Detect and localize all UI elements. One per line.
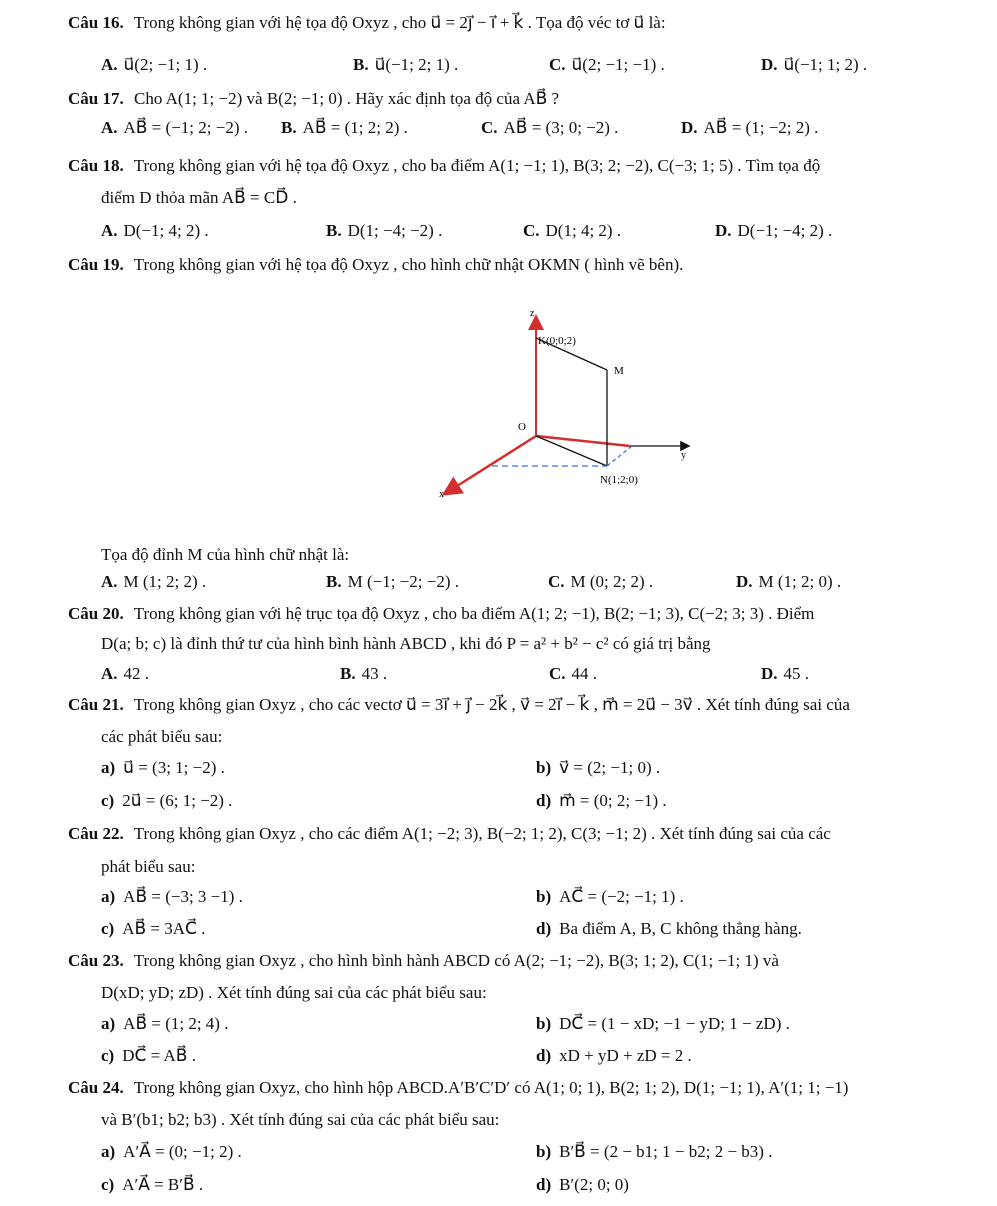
option-d[interactable]: D. u⃗(−1; 1; 2) . xyxy=(761,55,868,74)
question-text: Trong không gian với hệ tọa độ Oxyz , cho u⃗ = 2j⃗ − i⃗ + k⃗ . Tọa độ véc tơ u⃗ là: xyxy=(133,13,666,32)
options-16 xyxy=(101,55,983,79)
question-number: Câu 16. xyxy=(68,13,124,32)
statement-a[interactable]: a) AB⃗ = (−3; 3 −1) . xyxy=(101,887,243,906)
x-axis xyxy=(446,436,536,493)
question-21-text-2: các phát biểu sau: xyxy=(101,727,223,746)
question-text: Trong không gian Oxyz , cho hình bình hành ABCD có A(2; −1; −2), B(3; 1; 2), C(1; −1; 1) và xyxy=(133,951,779,970)
question-number: Câu 22. xyxy=(68,824,124,843)
question-number: Câu 19. xyxy=(68,255,124,274)
label-o: O xyxy=(518,421,526,433)
question-text: Trong không gian với hệ tọa độ Oxyz , cho ba điểm A(1; −1; 1), B(3; 2; −2), C(−3; 1; 5) . Tìm tọa độ xyxy=(133,156,821,175)
option-a[interactable]: A. D(−1; 4; 2) . xyxy=(101,221,209,240)
label-z: z xyxy=(530,308,535,319)
statement-b[interactable]: b) B′B⃗ = (2 − b1; 1 − b2; 2 − b3) . xyxy=(536,1142,773,1161)
statement-c[interactable]: c) DC⃗ = AB⃗ . xyxy=(101,1046,196,1065)
question-17 xyxy=(68,88,983,110)
question-18 xyxy=(68,155,983,177)
question-23 xyxy=(68,950,983,972)
statement-d[interactable]: d) xD + yD + zD = 2 . xyxy=(536,1046,692,1065)
projection-y xyxy=(607,446,632,466)
question-20 xyxy=(68,603,983,625)
option-b[interactable]: B. AB⃗ = (1; 2; 2) . xyxy=(281,118,408,137)
options-19 xyxy=(101,572,983,596)
question-number: Câu 23. xyxy=(68,951,124,970)
statement-a[interactable]: a) A′A⃗ = (0; −1; 2) . xyxy=(101,1142,242,1161)
options-17 xyxy=(101,118,983,142)
question-24 xyxy=(68,1077,983,1099)
question-text: Trong không gian Oxyz , cho các vectơ u⃗ = 3i⃗ + j⃗ − 2k⃗ , v⃗ = 2i⃗ − k⃗ , m⃗ = 2u⃗ − 3v⃗ . Xét tính đúng sai của xyxy=(133,695,850,714)
question-number: Câu 21. xyxy=(68,695,124,714)
statement-a[interactable]: a) u⃗ = (3; 1; −2) . xyxy=(101,758,225,777)
rectangle-okmn-figure xyxy=(420,300,710,510)
question-19 xyxy=(68,254,983,276)
option-c[interactable]: C. D(1; 4; 2) . xyxy=(523,221,622,240)
statement-b[interactable]: b) v⃗ = (2; −1; 0) . xyxy=(536,758,661,777)
label-y: y xyxy=(681,450,686,461)
statement-c[interactable]: c) AB⃗ = 3AC⃗ . xyxy=(101,919,206,938)
option-a[interactable]: A. 42 . xyxy=(101,664,150,683)
question-text: Trong không gian với hệ tọa độ Oxyz , cho hình chữ nhật OKMN ( hình vẽ bên). xyxy=(133,255,684,274)
option-b[interactable]: B. D(1; −4; −2) . xyxy=(326,221,443,240)
label-x: x xyxy=(439,489,444,500)
question-16 xyxy=(68,12,983,34)
option-d[interactable]: D. AB⃗ = (1; −2; 2) . xyxy=(681,118,819,137)
options-20 xyxy=(101,664,983,688)
label-k: K(0;0;2) xyxy=(538,335,576,347)
label-m: M xyxy=(614,365,624,377)
statement-d[interactable]: d) B′(2; 0; 0) xyxy=(536,1175,629,1194)
question-22 xyxy=(68,823,983,845)
options-18 xyxy=(101,221,983,245)
question-text: Trong không gian Oxyz , cho các điểm A(1; −2; 3), B(−2; 1; 2), C(3; −1; 2) . Xét tính đúng sai của các xyxy=(133,824,831,843)
label-n: N(1;2;0) xyxy=(600,474,638,486)
question-number: Câu 20. xyxy=(68,604,124,623)
question-number: Câu 17. xyxy=(68,89,124,108)
option-c[interactable]: C. M (0; 2; 2) . xyxy=(548,572,654,591)
option-b[interactable]: B. M (−1; −2; −2) . xyxy=(326,572,459,591)
question-22-text-2: phát biểu sau: xyxy=(101,857,196,876)
option-c[interactable]: C. 44 . xyxy=(549,664,598,683)
option-c[interactable]: C. AB⃗ = (3; 0; −2) . xyxy=(481,118,619,137)
question-20-text-2: D(a; b; c) là đỉnh thứ tư của hình bình hành ABCD , khi đó P = a² + b² − c² có giá trị bằng xyxy=(101,634,711,653)
question-number: Câu 24. xyxy=(68,1078,124,1097)
option-d[interactable]: D. D(−1; −4; 2) . xyxy=(715,221,833,240)
option-b[interactable]: B. 43 . xyxy=(340,664,388,683)
option-b[interactable]: B. u⃗(−1; 2; 1) . xyxy=(353,55,459,74)
option-c[interactable]: C. u⃗(2; −1; −1) . xyxy=(549,55,665,74)
option-d[interactable]: D. 45 . xyxy=(761,664,810,683)
statement-a[interactable]: a) AB⃗ = (1; 2; 4) . xyxy=(101,1014,229,1033)
question-24-text-2: và B′(b1; b2; b3) . Xét tính đúng sai của các phát biểu sau: xyxy=(101,1110,500,1129)
option-a[interactable]: A. u⃗(2; −1; 1) . xyxy=(101,55,208,74)
statement-c[interactable]: c) A′A⃗ = B′B⃗ . xyxy=(101,1175,204,1194)
question-number: Câu 18. xyxy=(68,156,124,175)
question-19-text-2: Tọa độ đỉnh M của hình chữ nhật là: xyxy=(101,545,350,564)
statement-c[interactable]: c) 2u⃗ = (6; 1; −2) . xyxy=(101,791,233,810)
statement-b[interactable]: b) AC⃗ = (−2; −1; 1) . xyxy=(536,887,684,906)
option-d[interactable]: D. M (1; 2; 0) . xyxy=(736,572,842,591)
question-text: Cho A(1; 1; −2) và B(2; −1; 0) . Hãy xác định tọa độ của AB⃗ ? xyxy=(133,89,560,108)
question-18-text-2: điểm D thỏa mãn AB⃗ = CD⃗ . xyxy=(101,188,297,207)
question-text: Trong không gian Oxyz, cho hình hộp ABCD.A′B′C′D′ có A(1; 0; 1), B(2; 1; 2), D(1; −1; 1), A′(1; 1; −1) xyxy=(133,1078,849,1097)
option-a[interactable]: A. M (1; 2; 2) . xyxy=(101,572,207,591)
statement-b[interactable]: b) DC⃗ = (1 − xD; −1 − yD; 1 − zD) . xyxy=(536,1014,790,1033)
statement-d[interactable]: d) m⃗ = (0; 2; −1) . xyxy=(536,791,667,810)
question-23-text-2: D(xD; yD; zD) . Xét tính đúng sai của các phát biểu sau: xyxy=(101,983,487,1002)
y-axis-unit xyxy=(536,436,630,446)
option-a[interactable]: A. AB⃗ = (−1; 2; −2) . xyxy=(101,118,249,137)
question-21 xyxy=(68,694,983,716)
statement-d[interactable]: d) Ba điểm A, B, C không thẳng hàng. xyxy=(536,919,802,938)
question-text: Trong không gian với hệ trục tọa độ Oxyz , cho ba điểm A(1; 2; −1), B(2; −1; 3), C(−2; 3; 3) . Điểm xyxy=(133,604,815,623)
